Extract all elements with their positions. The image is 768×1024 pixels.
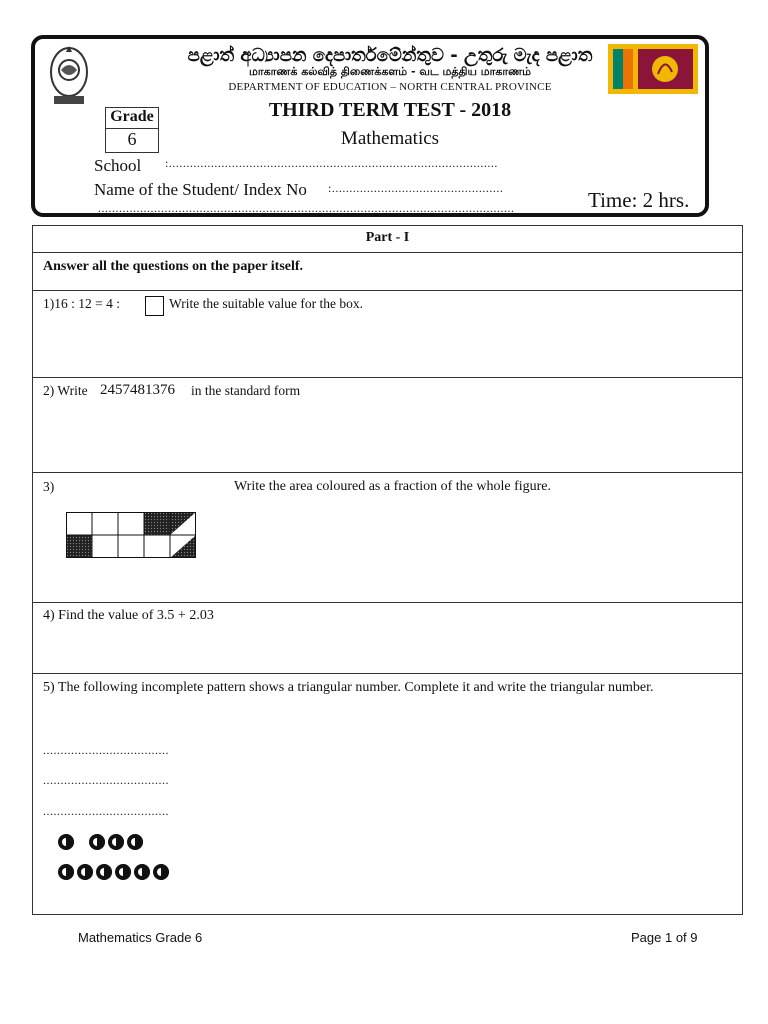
- student-name-field[interactable]: :.................................................: [328, 181, 504, 195]
- pattern-dot: [58, 864, 74, 880]
- fraction-figure: [66, 512, 196, 558]
- time-allowed: Time: 2 hrs.: [588, 188, 690, 212]
- pattern-dot: [89, 834, 105, 850]
- divider: [32, 252, 743, 253]
- divider: [32, 290, 743, 291]
- answer-line[interactable]: ....................................: [43, 773, 169, 787]
- question-1-instruction: Write the suitable value for the box.: [169, 296, 364, 311]
- grade-value: 6: [127, 129, 137, 149]
- pattern-dot: [153, 864, 169, 880]
- instruction-text: Answer all the questions on the paper itself.: [43, 259, 304, 274]
- grade-label: Grade: [106, 108, 158, 129]
- pattern-dot: [134, 864, 150, 880]
- student-name-label: Name of the Student/ Index No: [94, 180, 307, 199]
- title-tamil: மாகாணக் கல்வித் திணைக்களம் - வட மத்திய மாகாணம்: [248, 65, 532, 78]
- answer-line[interactable]: ....................................: [43, 804, 169, 818]
- emblem-icon: [46, 44, 92, 110]
- pattern-dot: [77, 864, 93, 880]
- part-heading: Part - I: [365, 230, 410, 245]
- test-title: THIRD TERM TEST - 2018: [268, 99, 512, 121]
- divider: [32, 472, 743, 473]
- pattern-dot: [58, 834, 74, 850]
- answer-line[interactable]: ....................................: [43, 743, 169, 757]
- question-3-text: Write the area coloured as a fraction of the whole figure.: [234, 479, 552, 494]
- question-2-prefix: 2) Write: [43, 383, 88, 398]
- divider: [32, 673, 743, 674]
- question-3-number: 3): [43, 479, 55, 494]
- school-label: School: [94, 156, 142, 175]
- answer-box[interactable]: [145, 296, 164, 316]
- dot-pattern-row-2: [56, 862, 196, 882]
- school-field[interactable]: :..............................................................................................: [165, 156, 498, 170]
- question-2-instruction: in the standard form: [191, 383, 301, 398]
- question-2-number: 2457481376: [100, 382, 175, 398]
- divider: [32, 377, 743, 378]
- title-sinhala: පළාත් අධ්‍යාපන දෙපාර්තමේන්තුව - උතුරු මැද පළාත: [187, 45, 593, 66]
- pattern-dot: [108, 834, 124, 850]
- question-5-text: 5) The following incomplete pattern shows a triangular number. Complete it and write the triangular number.: [43, 680, 654, 695]
- pattern-dot: [127, 834, 143, 850]
- footer-subject: Mathematics Grade 6: [78, 930, 203, 945]
- extra-answer-line[interactable]: .......................................................................................................................: [98, 201, 515, 215]
- pattern-dot: [96, 864, 112, 880]
- question-1-text: 1)16 : 12 = 4 :: [43, 296, 120, 311]
- divider: [32, 602, 743, 603]
- page-number: Page 1 of 9: [631, 930, 698, 945]
- question-4-text: 4) Find the value of 3.5 + 2.03: [43, 608, 214, 623]
- department-name: DEPARTMENT OF EDUCATION – NORTH CENTRAL PROVINCE: [228, 81, 552, 93]
- dot-pattern-row-1: [56, 832, 196, 852]
- subject-title: Mathematics: [340, 128, 440, 149]
- pattern-dot: [115, 864, 131, 880]
